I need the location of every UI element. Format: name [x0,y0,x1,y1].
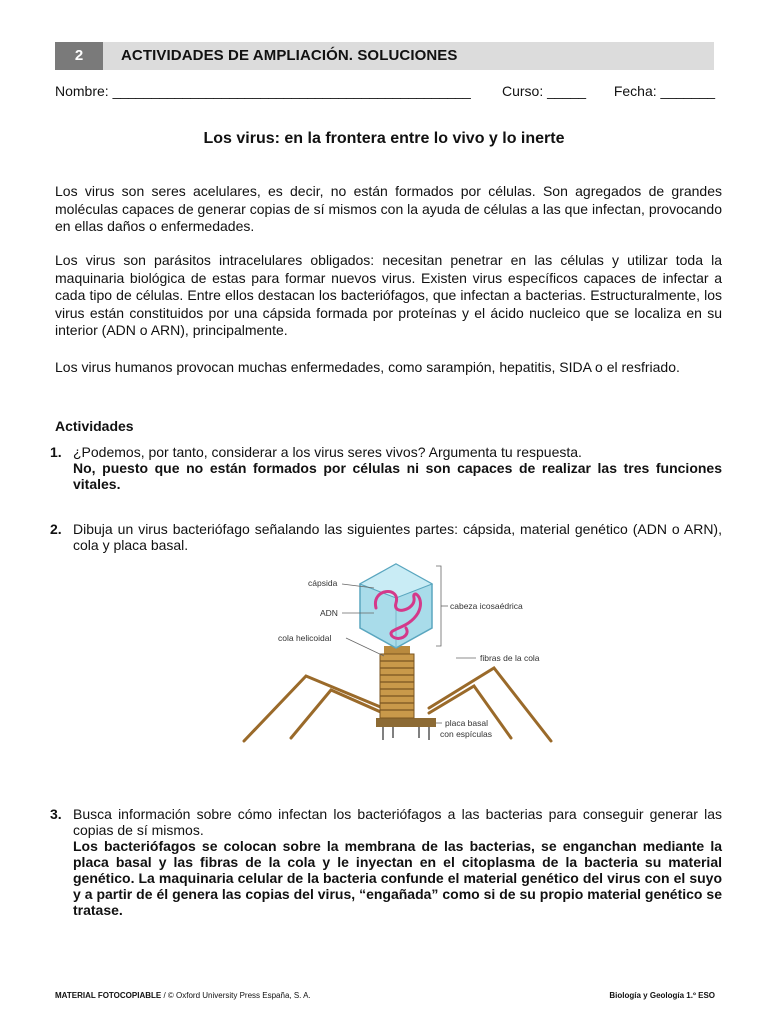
activity-number: 1. [50,444,62,460]
label-fibras: fibras de la cola [480,653,540,663]
activity-question: ¿Podemos, por tanto, considerar a los virus seres vivos? Argumenta tu respuesta. [73,444,582,460]
page-title: Los virus: en la frontera entre lo vivo y lo inerte [203,130,565,147]
student-info-line [55,83,715,99]
activity-3 [50,806,722,918]
activity-answer: Los bacteriófagos se colocan sobre la membrana de las bacterias, se enganchan mediante la placa basal y las fibras de la cola y le inyectan en el citoplasma de la bacteria su material genético. La maquinaria celular de la bacteria confunde el material genético del virus con el suyo y a partir de él genera las copias del virus, “engañada” como si de su propio material genético se tratase. [73,838,722,918]
section-header-bar [55,42,714,70]
intro-paragraph-3: Los virus humanos provocan muchas enfermedades, como sarampión, hepatitis, SIDA o el resfriado. [55,359,680,375]
footer-subject: Biología y Geología 1.º ESO [609,991,715,1000]
intro-paragraph-1: Los virus son seres acelulares, es decir, no están formados por células. Son agregados de grandes moléculas capaces de generar copias de sí mismos con la ayuda de células a las que infectan, provocando en ellas daños o enfermedades. [55,183,722,234]
capsid-head [360,564,432,648]
label-placa-1: placa basal [445,718,489,728]
section-title: ACTIVIDADES DE AMPLIACIÓN. SOLUCIONES [121,47,458,64]
name-field-label: Nombre: ______________________________________________ [55,83,471,99]
bacteriophage-diagram [236,558,566,748]
footer-photocopiable: MATERIAL FOTOCOPIABLE [55,991,162,1000]
helical-tail [380,654,414,718]
label-capsida: cápsida [308,578,338,588]
activity-answer: No, puesto que no están formados por células ni son capaces de realizar las tres funciones vitales. [73,460,722,492]
activity-question: Dibuja un virus bacteriófago señalando las siguientes partes: cápsida, material genético (ADN o ARN), cola y placa basal. [73,521,722,553]
base-plate-spikes [383,727,429,740]
course-date-fields [502,83,715,99]
footer-left [55,991,311,1000]
activity-1 [50,444,722,492]
section-number: 2 [55,42,103,70]
label-placa-2: con espículas [440,729,492,739]
course-field-label: Curso: _____ [502,83,587,99]
label-cola: cola helicoidal [278,633,332,643]
date-field-label: Fecha: _______ [613,83,716,99]
activity-number: 2. [50,521,62,537]
activities-heading: Actividades [55,418,134,434]
intro-paragraph-2: Los virus son parásitos intracelulares obligados: necesitan penetrar en las células y utilizar toda la maquinaria biológica de estas para formar nuevos virus. Existen virus específicos capaces de infectar a cada tipo de células. Entre ellos destacan los bacteriófagos, que infectan a bacterias. Estructuralmente, los virus están constituidos por una cápsida formada por proteínas y el ácido nucleico que se localiza en su interior (ADN o ARN), principalmente. [55,252,722,338]
footer-copyright: / © Oxford University Press España, S. A. [161,991,311,1000]
base-plate [376,718,436,727]
activity-number: 3. [50,806,62,822]
label-adn: ADN [320,608,338,618]
activity-question: Busca información sobre cómo infectan los bacteriófagos a las bacterias para conseguir generar las copias de sí mismos. [73,806,722,838]
label-cabeza: cabeza icosaédrica [450,601,523,611]
activity-2 [50,521,722,553]
